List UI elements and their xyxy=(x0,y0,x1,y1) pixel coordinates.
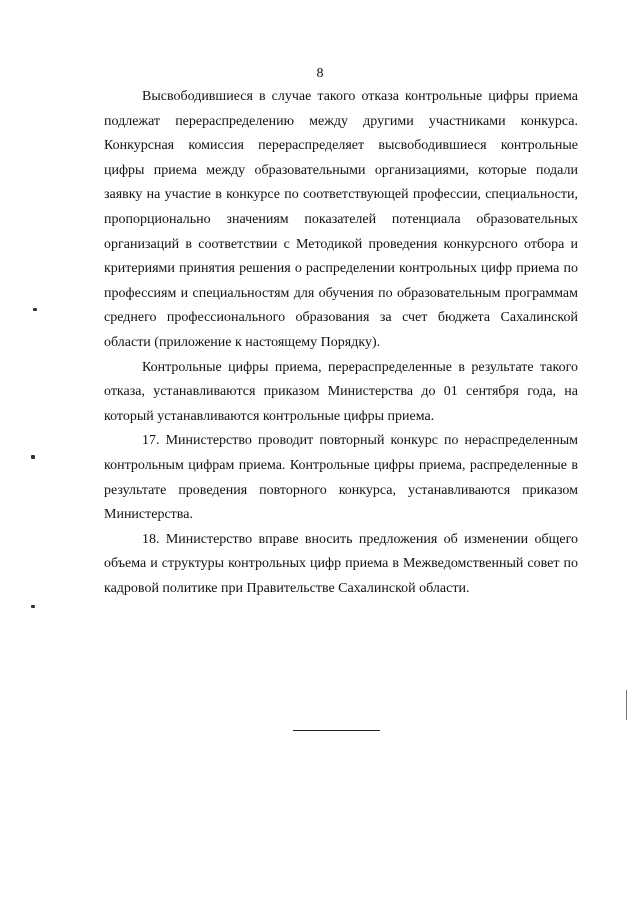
scan-edge-line xyxy=(626,690,627,720)
body-text xyxy=(104,85,578,601)
scan-speck xyxy=(31,605,35,608)
closing-rule xyxy=(293,730,380,731)
page-number: 8 xyxy=(316,66,324,81)
paragraph-redistribution: Высвободившиеся в случае такого отказа контрольные цифры приема подлежат перераспределению между другими участниками конкурса. Конкурсная комиссия перераспределяет высвободившиеся контрольные цифры приема между образовательными организациями, которые подали заявку на участие в конкурсе по соответствующей профессии, специальности, пропорционально значениям показателей потенциала образовательных организаций в соответствии с Методикой проведения конкурсного отбора и критериями принятия решения о распределении контрольных цифр приема по профессиям и специальностям для обучения по образовательным программам среднего профессионального образования за счет бюджета Сахалинской области (приложение к настоящему Порядку). xyxy=(104,89,578,350)
paragraph-deadline: Контрольные цифры приема, перераспределенные в результате такого отказа, устанавливаются приказом Министерства до 01 сентября года, на который устанавливаются контрольные цифры приема. xyxy=(104,359,578,424)
scan-speck xyxy=(31,455,35,459)
paragraph-item-17: 17. Министерство проводит повторный конкурс по нераспределенным контрольным цифрам приема. Контрольные цифры приема, распределенные в результате проведения повторного конкурса, устанавливаются приказом Министерства. xyxy=(104,433,578,523)
scan-speck xyxy=(33,308,37,311)
paragraph-item-18: 18. Министерство вправе вносить предложения об изменении общего объема и структуры контрольных цифр приема в Межведомственный совет по кадровой политике при Правительстве Сахалинской области. xyxy=(104,531,578,596)
